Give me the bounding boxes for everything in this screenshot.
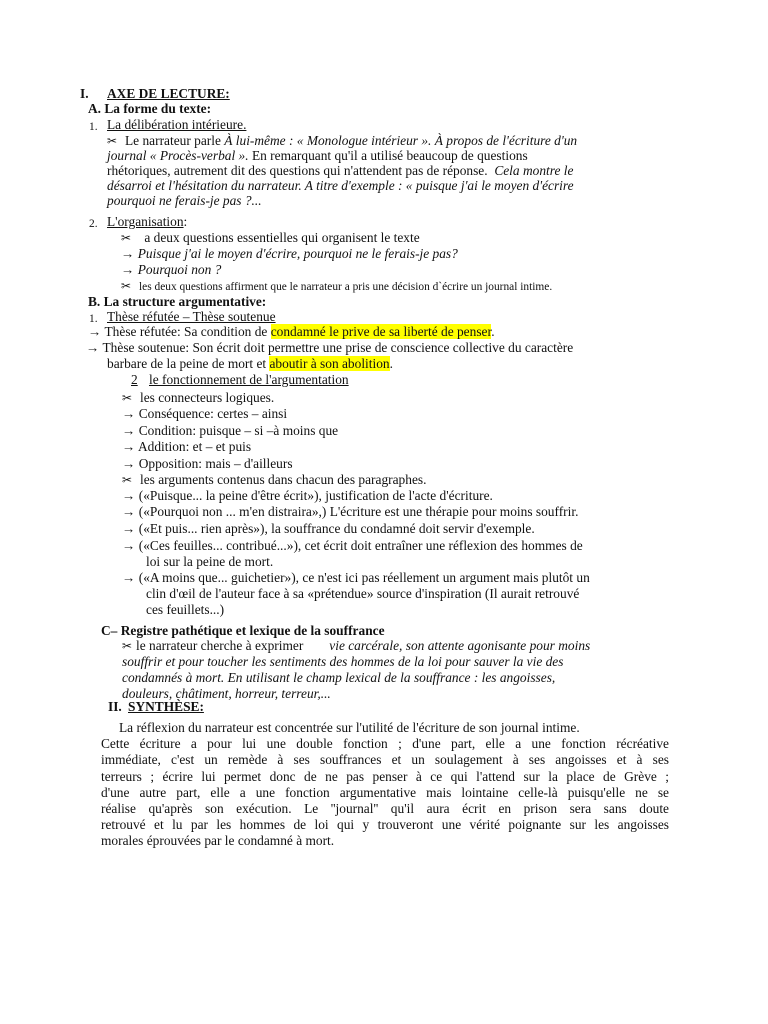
text-span: («Pourquoi non ... m'en distraira»,) L'écriture est une thérapie pour moins souffrir.	[138, 504, 579, 519]
text-span: Addition: et – et puis	[138, 439, 252, 454]
arrow-icon: →	[88, 324, 102, 339]
text-span: .	[389, 356, 393, 371]
paragraph-line: souffrir et pour toucher les sentiments des hommes de la loi pour sauver la vie des	[122, 654, 564, 669]
these-soutenue	[86, 340, 573, 356]
paragraph-line: désarroi et l'hésitation du narrateur. A titre d'exemple : « puisque j'ai le moyen d'écrire	[107, 178, 574, 193]
list-item	[122, 504, 578, 520]
bullet-arrow-icon: ✂	[121, 231, 132, 245]
synthese-line: morales éprouvées par le condamné à mort.	[101, 833, 335, 849]
bullet-arrow-icon: ✂	[121, 279, 132, 293]
text-span: rhétoriques, autrement dit des questions qui n'attendent pas de réponse.	[107, 163, 488, 178]
bullet-arrow-icon: ✂	[107, 134, 118, 148]
text-span-italic: journal « Procès-verbal ».	[107, 148, 249, 163]
item-title-deliberation: La délibération intérieure.	[107, 117, 247, 132]
list-item	[122, 406, 287, 422]
list-item	[121, 230, 420, 246]
list-item	[121, 262, 221, 278]
list-item-cont: loi sur la peine de mort.	[146, 554, 274, 569]
text-span: («Puisque... la peine d'être écrit»), justification de l'acte d'écriture.	[138, 488, 493, 503]
arrow-icon: →	[122, 423, 136, 438]
list-item	[121, 278, 552, 295]
paragraph-line	[107, 148, 528, 164]
item-title-fonctionnement: le fonctionnement de l'argumentation	[149, 372, 349, 387]
text-span-italic: Pourquoi non ?	[137, 262, 222, 277]
synthese-line: immédiate, c'est un remède à ses souffrances et un soulagement à ses angoisses et à ses	[101, 752, 669, 768]
text-span: Thèse réfutée: Sa condition de	[104, 324, 271, 339]
text-span: Condition: puisque – si –à moins que	[138, 423, 339, 438]
paragraph-line	[107, 133, 577, 149]
synthese-line: La réflexion du narrateur est concentrée sur l'utilité de l'écriture de son journal intime.	[119, 720, 580, 735]
list-item	[122, 538, 583, 554]
item-title-organisation	[107, 214, 187, 230]
list-item	[122, 488, 493, 504]
text-span: a deux questions essentielles qui organisent le texte	[144, 230, 420, 245]
arrow-icon: →	[122, 504, 136, 519]
item-number: 2.	[89, 218, 98, 230]
highlighted-text: aboutir à son abolition	[269, 356, 390, 371]
paragraph-line: pourquoi ne ferais-je pas ?...	[107, 193, 262, 208]
text-span: Le narrateur parle	[125, 133, 221, 148]
synthese-line: réalise qu'après son exécution. Le ''journal'' qu'il aura écrit en prison sera sans doute	[101, 801, 669, 817]
item-title-these: Thèse réfutée – Thèse soutenue	[107, 309, 276, 324]
arrow-icon: →	[122, 521, 136, 536]
list-item	[122, 456, 293, 472]
arrow-icon: →	[122, 456, 136, 471]
list-item	[122, 472, 426, 488]
section-number: II.	[108, 699, 122, 714]
synthese-line: Cette écriture a pour lui une double fonction ; d'une part, elle a une fonction récréative	[101, 736, 669, 752]
arrow-icon: →	[86, 340, 100, 355]
arrow-icon: →	[121, 246, 135, 261]
paragraph-line: condamnés à mort. En utilisant le champ lexical de la souffrance : les angoisses,	[122, 670, 556, 685]
arrow-icon: →	[122, 570, 136, 585]
list-item	[122, 521, 535, 537]
text-span: Opposition: mais – d'ailleurs	[138, 456, 293, 471]
highlighted-text: condamné le prive de sa liberté de penser	[270, 324, 492, 339]
synthese-line: terreurs ; écrire lui permet donc de ne pas penser à ce qui l'attend sur la place de Grève ;	[101, 768, 669, 784]
text-span-italic: Puisque j'ai le moyen d'écrire, pourquoi ne le ferais-je pas?	[137, 246, 458, 261]
item-number: 2	[131, 372, 138, 387]
list-item	[122, 439, 251, 455]
text-span-italic: À lui-même : « Monologue intérieur ». À propos de l'écriture d'un	[224, 133, 578, 148]
section-title: AXE DE LECTURE:	[107, 86, 230, 101]
subsection-title-a: A. La forme du texte:	[88, 101, 212, 116]
text-span: Conséquence: certes – ainsi	[138, 406, 288, 421]
text-span: («Ces feuilles... contribué...»), cet écrit doit entraîner une réflexion des hommes de	[138, 538, 583, 553]
list-item-cont: ces feuillets...)	[146, 602, 225, 617]
list-item	[122, 390, 274, 406]
text-span: L'organisation	[107, 214, 184, 229]
section-number	[80, 86, 89, 102]
bullet-arrow-icon: ✂	[122, 639, 133, 653]
item-number: 1.	[89, 313, 98, 325]
list-item	[122, 570, 590, 586]
list-item-cont: clin d'œil de l'auteur face à sa «prétendue» source d'inspiration (Il aurait retrouvé	[146, 586, 580, 601]
text-span: le narrateur cherche à exprimer	[136, 638, 304, 653]
text-span: les arguments contenus dans chacun des paragraphes.	[140, 472, 427, 487]
text-span: barbare de la peine de mort et	[107, 356, 270, 371]
list-item	[122, 423, 338, 439]
section-numeral: I.	[80, 86, 89, 101]
these-refutee	[88, 324, 495, 340]
text-span: les connecteurs logiques.	[140, 390, 275, 405]
arrow-icon: →	[122, 406, 136, 421]
synthese-paragraph	[101, 720, 669, 850]
bullet-arrow-icon: ✂	[122, 391, 133, 405]
text-span: En remarquant qu'il a utilisé beaucoup de questions	[251, 148, 528, 163]
arrow-icon: →	[122, 538, 136, 553]
paragraph-line	[122, 638, 590, 654]
arrow-icon: →	[122, 488, 136, 503]
subsection-title-b: B. La structure argumentative:	[88, 294, 267, 309]
text-span: :	[183, 214, 188, 229]
text-span: les deux questions affirment que le narrateur a pris une décision d`écrire un journal intime.	[139, 281, 553, 293]
bullet-arrow-icon: ✂	[122, 473, 133, 487]
list-item	[121, 246, 458, 262]
synthese-line: d'une autre part, elle a une fonction argumentative mais lointaine celle-là puisqu'elle ne se	[101, 784, 669, 800]
text-span-italic: Cela montre le	[494, 163, 574, 178]
text-span: Thèse soutenue: Son écrit doit permettre une prise de conscience collective du caractère	[102, 340, 574, 355]
arrow-icon: →	[121, 262, 135, 277]
paragraph-line	[107, 163, 573, 179]
item-number: 1.	[89, 121, 98, 133]
paragraph-line: douleurs, châtiment, horreur, terreur,...	[122, 686, 331, 701]
text-span: («Et puis... rien après»), la souffrance du condamné doit servir d'exemple.	[138, 521, 535, 536]
subsection-title-c: C– Registre pathétique et lexique de la souffrance	[101, 623, 385, 638]
text-span: («A moins que... guichetier»), ce n'est ici pas réellement un argument mais plutôt un	[138, 570, 590, 585]
these-soutenue-cont	[107, 356, 393, 372]
section-title-synthese: SYNTHÈSE:	[128, 699, 204, 714]
synthese-line: retrouvé et lu par les hommes de loi qui y trouveront une vérité poignante sur les angoisses	[101, 817, 669, 833]
text-span: .	[491, 324, 495, 339]
text-span-italic: vie carcérale, son attente agonisante pour moins	[329, 638, 591, 653]
arrow-icon: →	[122, 439, 136, 454]
